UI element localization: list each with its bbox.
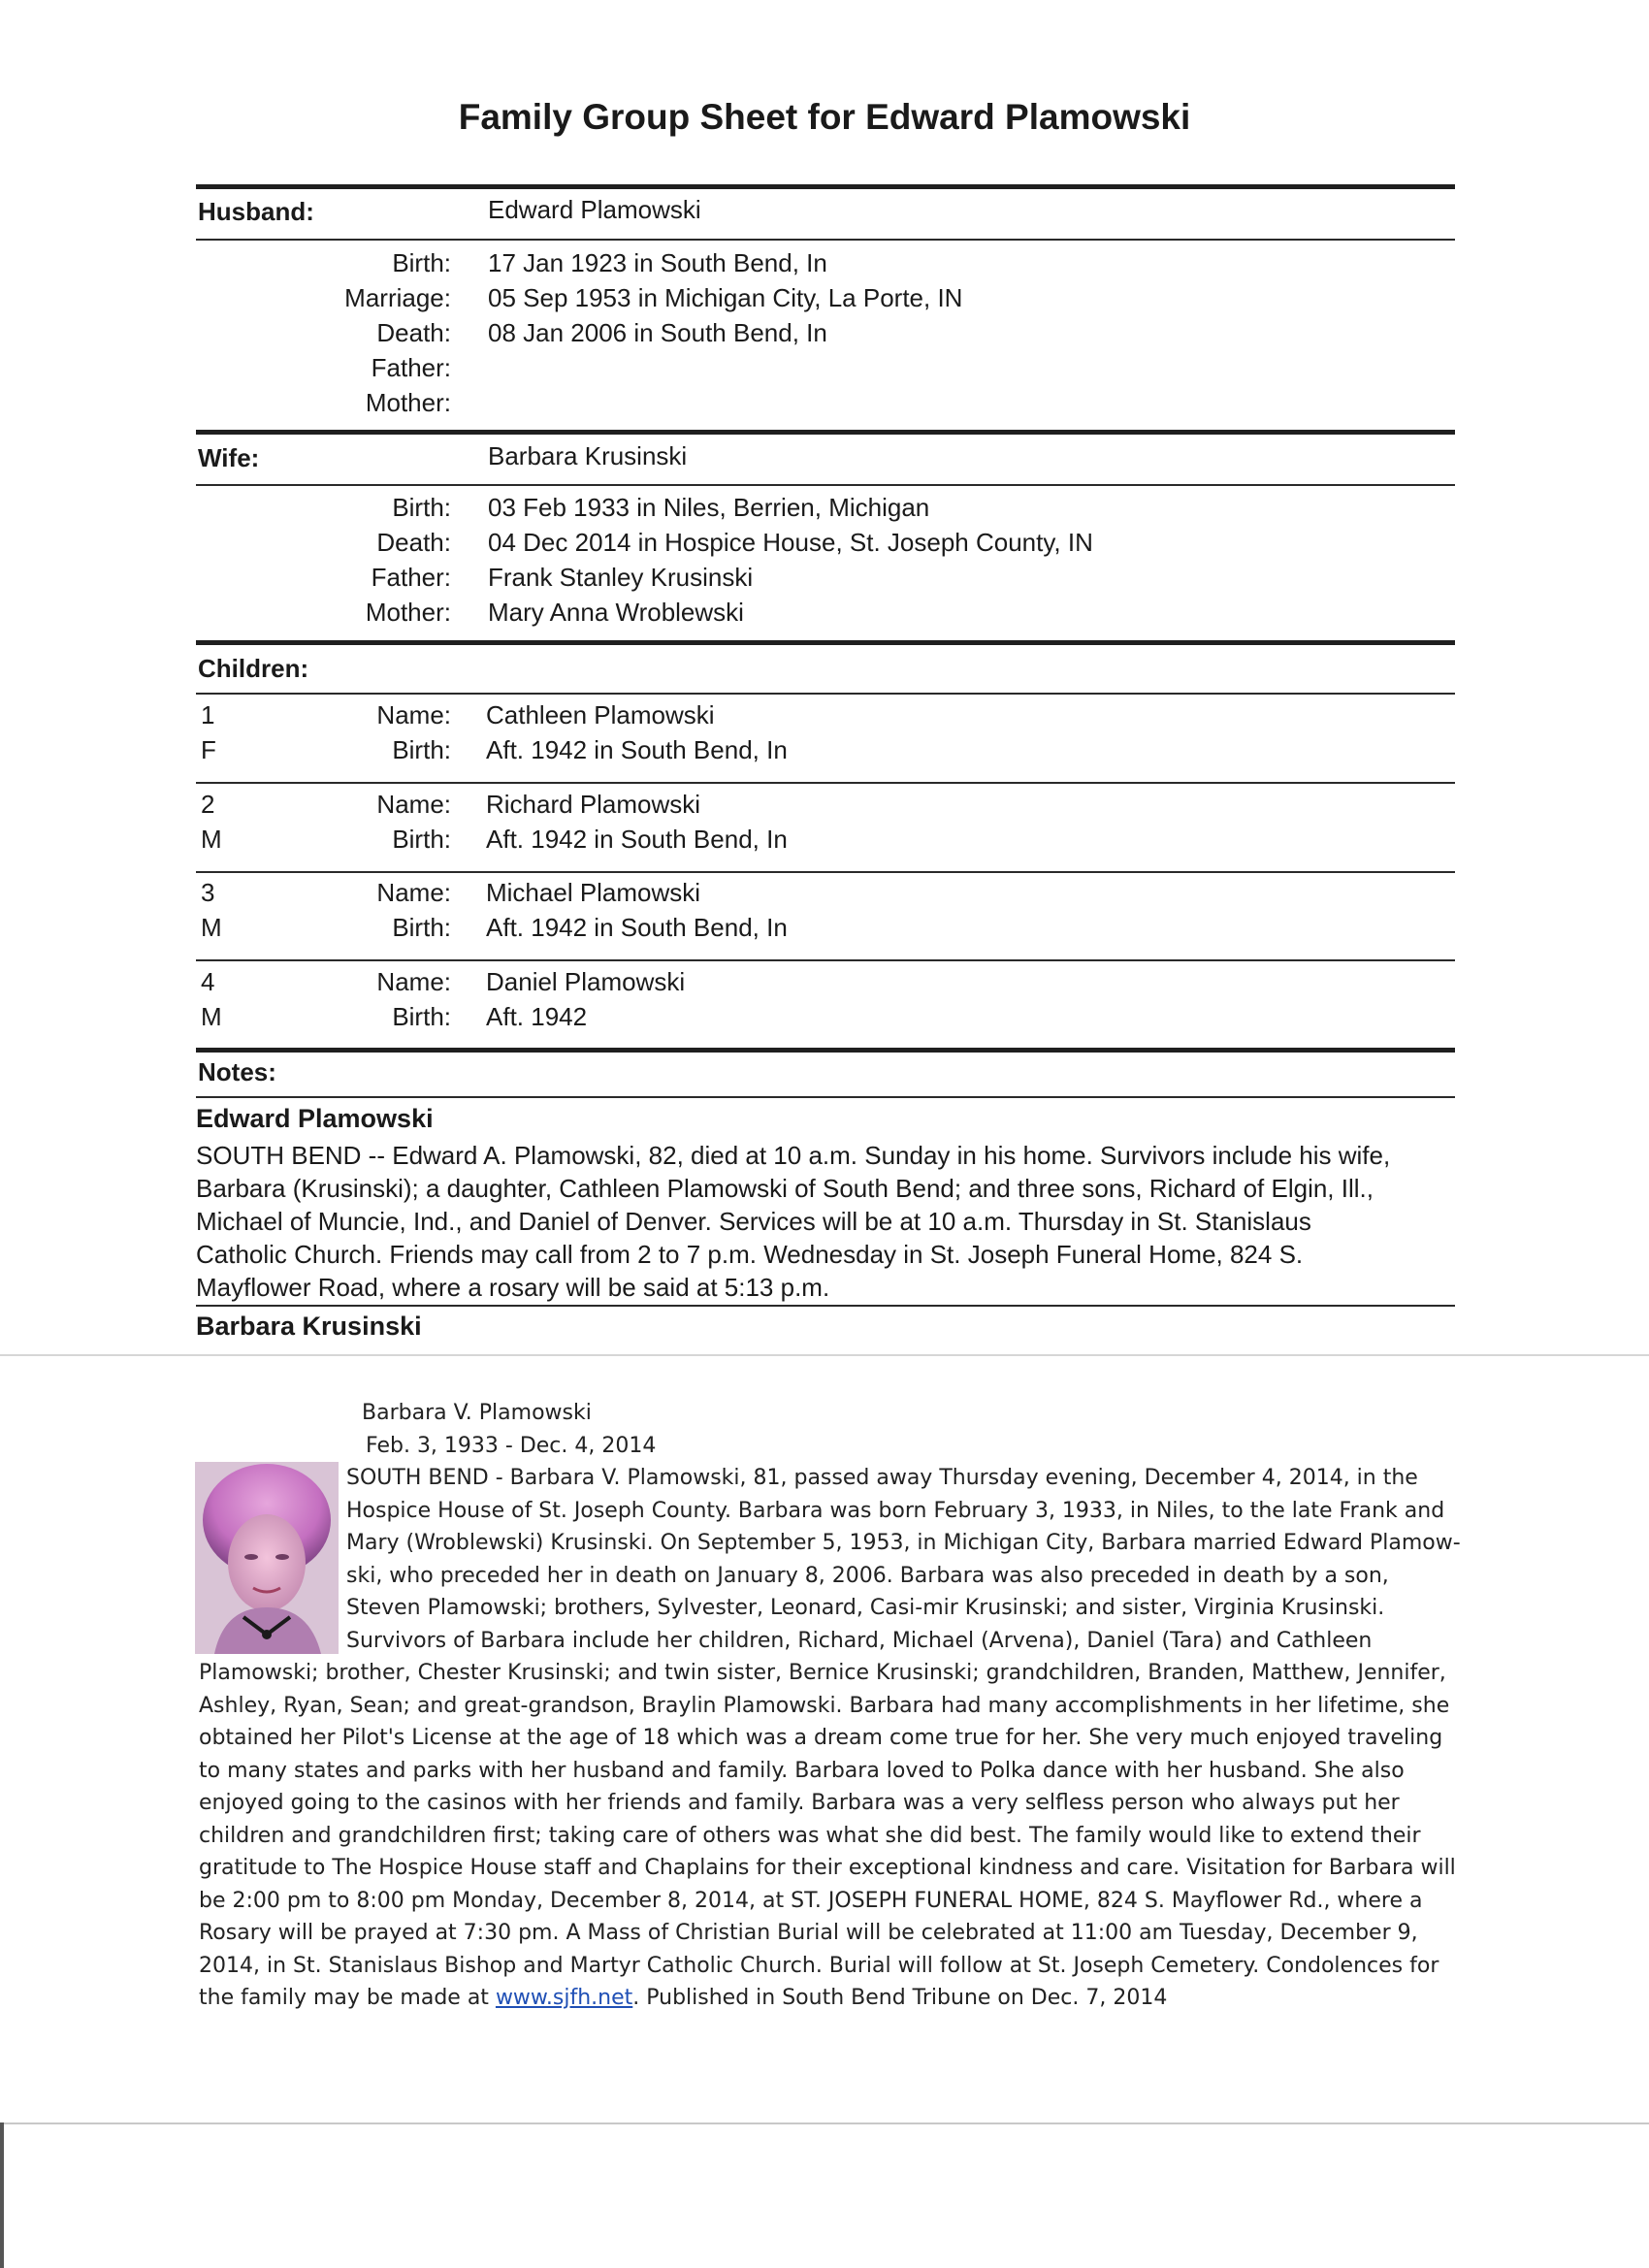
scan-left-edge bbox=[0, 2122, 4, 2268]
divider-note-edward bbox=[196, 1305, 1455, 1307]
child-4-number: 4 bbox=[201, 967, 215, 996]
child-1-number: 1 bbox=[201, 700, 215, 729]
husband-name: Edward Plamowski bbox=[488, 195, 701, 224]
notes-section-label: Notes: bbox=[198, 1057, 276, 1086]
child-4-birth-label: Birth: bbox=[392, 1002, 451, 1031]
child-1-birth-label: Birth: bbox=[392, 735, 451, 764]
note-barbara-heading: Barbara Krusinski bbox=[196, 1312, 422, 1341]
child-3-name: Michael Plamowski bbox=[486, 878, 701, 907]
husband-birth-label: Birth: bbox=[392, 248, 451, 277]
wife-section-label: Wife: bbox=[198, 443, 260, 472]
child-3-name-label: Name: bbox=[376, 878, 451, 907]
child-2-sex: M bbox=[201, 825, 222, 854]
children-section-label: Children: bbox=[198, 654, 309, 683]
scan-bottom-edge bbox=[0, 2122, 1649, 2124]
divider-husband-name bbox=[196, 239, 1455, 241]
divider-wife-name bbox=[196, 484, 1455, 486]
child-4-sex: M bbox=[201, 1002, 222, 1031]
divider-husband-top bbox=[196, 184, 1455, 189]
note-edward-line-1: SOUTH BEND -- Edward A. Plamowski, 82, died at 10 a.m. Sunday in his home. Survivors include his wife, bbox=[196, 1141, 1391, 1170]
husband-marriage-label: Marriage: bbox=[344, 283, 451, 312]
child-2-name-label: Name: bbox=[376, 790, 451, 819]
husband-father-label: Father: bbox=[371, 353, 451, 382]
child-2-birth: Aft. 1942 in South Bend, In bbox=[486, 825, 788, 854]
wife-name: Barbara Krusinski bbox=[488, 441, 688, 470]
page-title: Family Group Sheet for Edward Plamowski bbox=[458, 97, 1191, 137]
child-1-sex: F bbox=[201, 735, 216, 764]
child-3-birth: Aft. 1942 in South Bend, In bbox=[486, 913, 788, 942]
note-edward-line-5: Mayflower Road, where a rosary will be said at 5:13 p.m. bbox=[196, 1273, 830, 1302]
child-1-name: Cathleen Plamowski bbox=[486, 700, 715, 729]
divider-notes-header bbox=[196, 1096, 1455, 1098]
note-edward-heading: Edward Plamowski bbox=[196, 1104, 434, 1133]
wife-birth-label: Birth: bbox=[392, 493, 451, 522]
child-4-name: Daniel Plamowski bbox=[486, 967, 686, 996]
wife-mother-value: Mary Anna Wroblewski bbox=[488, 598, 744, 627]
husband-marriage-value: 05 Sep 1953 in Michigan City, La Porte, IN bbox=[488, 283, 963, 312]
child-2-number: 2 bbox=[201, 790, 215, 819]
child-1-birth: Aft. 1942 in South Bend, In bbox=[486, 735, 788, 764]
husband-section-label: Husband: bbox=[198, 197, 314, 226]
divider-wife-top bbox=[196, 430, 1455, 435]
child-2-birth-label: Birth: bbox=[392, 825, 451, 854]
obit-text: SOUTH BEND - Barbara V. Plamowski, 81, passed away Thursday evening, December 4, 2014, in the Hospice House of St. Joseph County. Barbara was born February 3, 1933, in Niles, to the late Frank and Mary (Wroblewski) Krusinski. On September 5, 1953, in Michigan City, Barbara married Edward Plamow-ski, who preceded her in death on January 8, 2006. Barbara was also preceded in death by a son, Steven Plamowski; brothers, Sylvester, Leonard, Casi-mir Krusinski; and sister, Virginia Krusinski. Survivors of Barbara include her children, Richard, Michael (Arvena), Daniel (Tara) and Cathleen Plamowski; brother, Chester Krusinski; and twin sister, Bernice Krusinski; grandchildren, Branden, Matthew, Jennifer, Ashley, Ryan, Sean; and great-grandson, Braylin Plamowski. Barbara had many accomplishments in her lifetime, she obtained her Pilot's License at the age of 18 which was a dream come true for her. She very much enjoyed traveling to many states and parks with her husband and family. Barbara loved to Polka dance with her husband. She also enjoyed going to the casinos with her friends and family. Barbara was a very selfless person who always put her children and grandchildren first; taking care of others was what she did best. The family would like to extend their gratitude to The Hospice House staff and Chaplains for their exceptional kindness and care. Visitation for Barbara will be 2:00 pm to 8:00 pm Monday, December 8, 2014, at ST. JOSEPH FUNERAL HOME, 824 S. Mayflower Rd., where a Rosary will be prayed at 7:30 pm. A Mass of Christian Burial will be celebrated at 11:00 am Tuesday, December 9, 2014, in St. Stanislaus Bishop and Martyr Catholic Church. Burial will follow at St. Joseph Cemetery. Condolences for the family may be made at bbox=[199, 1466, 1461, 2010]
note-edward-line-3: Michael of Muncie, Ind., and Daniel of Denver. Services will be at 10 a.m. Thursday in St. Stanislaus bbox=[196, 1207, 1311, 1236]
barbara-portrait-photo bbox=[195, 1462, 339, 1654]
husband-death-label: Death: bbox=[376, 318, 451, 347]
wife-death-value: 04 Dec 2014 in Hospice House, St. Joseph County, IN bbox=[488, 528, 1093, 557]
divider-child-2 bbox=[196, 871, 1455, 873]
wife-birth-value: 03 Feb 1933 in Niles, Berrien, Michigan bbox=[488, 493, 930, 522]
wife-death-label: Death: bbox=[376, 528, 451, 557]
note-edward-line-4: Catholic Church. Friends may call from 2 to 7 p.m. Wednesday in St. Joseph Funeral Home, 824 S. bbox=[196, 1240, 1304, 1269]
wife-father-label: Father: bbox=[371, 563, 451, 592]
child-3-birth-label: Birth: bbox=[392, 913, 451, 942]
child-3-number: 3 bbox=[201, 878, 215, 907]
obit-dates: Feb. 3, 1933 - Dec. 4, 2014 bbox=[366, 1433, 657, 1458]
husband-death-value: 08 Jan 2006 in South Bend, In bbox=[488, 318, 827, 347]
divider-child-3 bbox=[196, 959, 1455, 961]
child-4-birth: Aft. 1942 bbox=[486, 1002, 588, 1031]
wife-mother-label: Mother: bbox=[365, 598, 451, 627]
barbara-obituary bbox=[199, 1397, 1470, 2015]
child-4-name-label: Name: bbox=[376, 967, 451, 996]
child-2-name: Richard Plamowski bbox=[486, 790, 701, 819]
husband-birth-value: 17 Jan 1923 in South Bend, In bbox=[488, 248, 827, 277]
divider-notes-top bbox=[196, 1048, 1455, 1053]
note-edward-text bbox=[196, 1139, 1457, 1304]
divider-children-top bbox=[196, 640, 1455, 645]
divider-children-header bbox=[196, 693, 1455, 695]
husband-mother-label: Mother: bbox=[365, 388, 451, 417]
scan-seam bbox=[0, 1354, 1649, 1356]
obit-name: Barbara V. Plamowski bbox=[362, 1401, 592, 1425]
child-1-name-label: Name: bbox=[376, 700, 451, 729]
wife-father-value: Frank Stanley Krusinski bbox=[488, 563, 754, 592]
note-edward-line-2: Barbara (Krusinski); a daughter, Cathleen Plamowski of South Bend; and three sons, Richard of Elgin, Ill., bbox=[196, 1174, 1374, 1203]
divider-child-1 bbox=[196, 782, 1455, 784]
obit-tail: . Published in South Bend Tribune on Dec. 7, 2014 bbox=[632, 1986, 1168, 2010]
child-3-sex: M bbox=[201, 913, 222, 942]
sjfh-link[interactable]: www.sjfh.net bbox=[495, 1986, 633, 2010]
